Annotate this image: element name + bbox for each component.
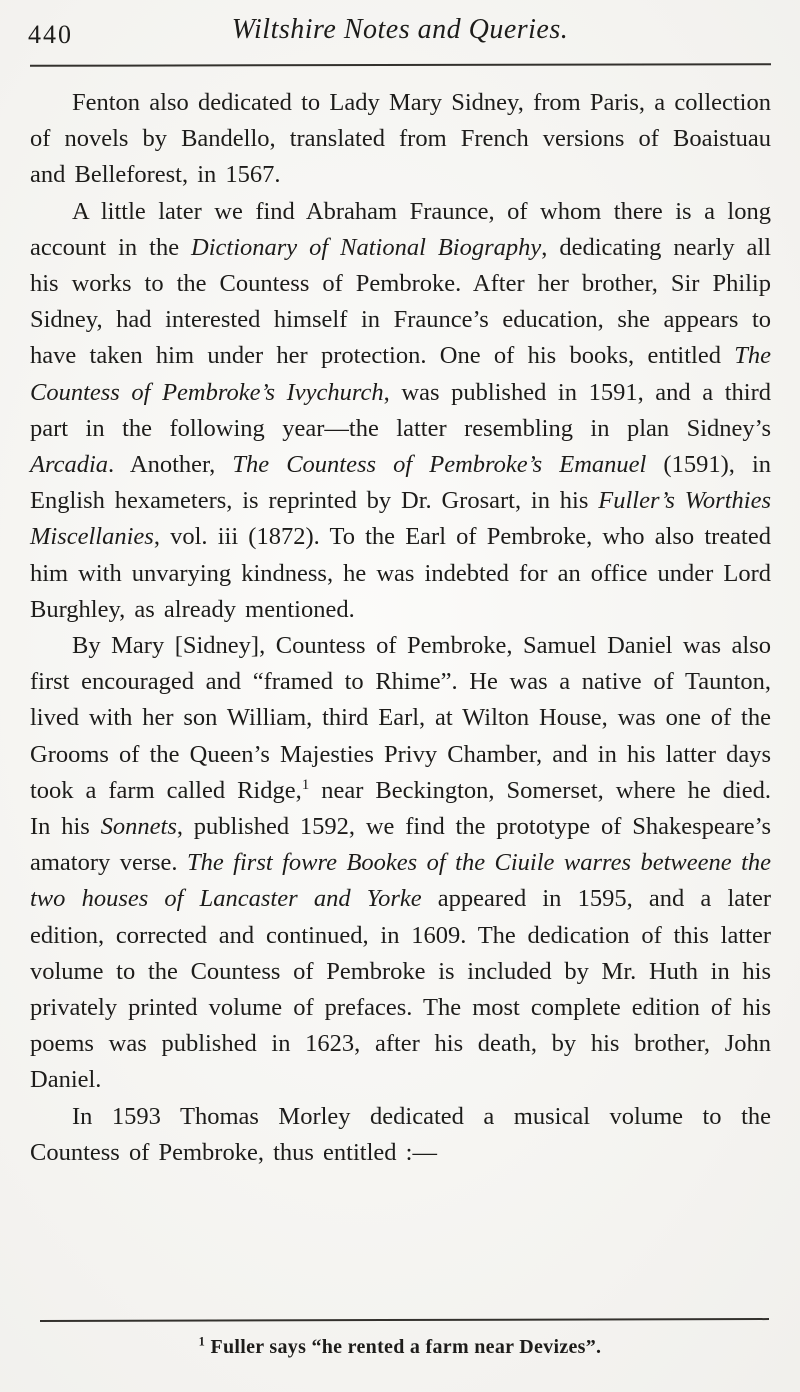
paragraph-fenton-dedication: Fenton also dedicated to Lady Mary Sidney, from Paris, a collection of novels by Bandello, translated from French versions of Boaistuau and Belleforest, in 1567. <box>30 89 771 189</box>
running-title: Wiltshire Notes and Queries. <box>231 14 569 45</box>
page-number: 440 <box>28 20 73 49</box>
footnote-rule <box>40 1318 769 1322</box>
page-body <box>30 85 771 1171</box>
paragraph-abraham-fraunce: A little later we find Abraham Fraunce, of whom there is a long account in the Dictionary of National Biography, dedicating nearly all his works to the Countess of Pembroke. After her brother, Sir Philip Sidney, had interested himself in Fraunce’s education, she appears to have taken him under her protection. One of his books, entitled The Countess of Pembroke’s Ivychurch, was published in 1591, and a third part in the following year—the latter resembling in plan Sidney’s Arcadia. Another, The Countess of Pembroke’s Emanuel (1591), in English hexameters, is reprinted by Dr. Grosart, in his Fuller’s Worthies Miscellanies, vol. iii (1872). To the Earl of Pembroke, who also treated him with unvarying kindness, he was indebted for an office under Lord Burghley, as already mentioned. <box>30 197 772 623</box>
footnote-text: $^1$ Fuller says “he rented a farm near Devizes”. <box>198 1334 602 1358</box>
header-rule <box>30 63 771 67</box>
paragraph-thomas-morley: In 1593 Thomas Morley dedicated a musical volume to the Countess of Pembroke, thus entitled :— <box>30 1102 771 1166</box>
page-header <box>28 12 772 52</box>
paragraph-samuel-daniel: By Mary [Sidney], Countess of Pembroke, Samuel Daniel was also first encouraged and “framed to Rhime”. He was a native of Taunton, lived with her son William, third Earl, at Wilton House, was one of the Grooms of the Queen’s Majesties Privy Chamber, and in his latter days took a farm called Ridge,$^1$ near Beckington, Somerset, where he died. In his Sonnets, published 1592, we find the prototype of Shakespeare’s amatory verse. The first fowre Bookes of the Ciuile warres betweene the two houses of Lancaster and Yorke appeared in 1595, and a later edition, corrected and continued, in 1609. The dedication of this latter volume to the Countess of Pembroke is included by Mr. Huth in his privately printed volume of prefaces. The most complete edition of his poems was published in 1623, after his death, by his brother, John Daniel. <box>30 632 771 1094</box>
